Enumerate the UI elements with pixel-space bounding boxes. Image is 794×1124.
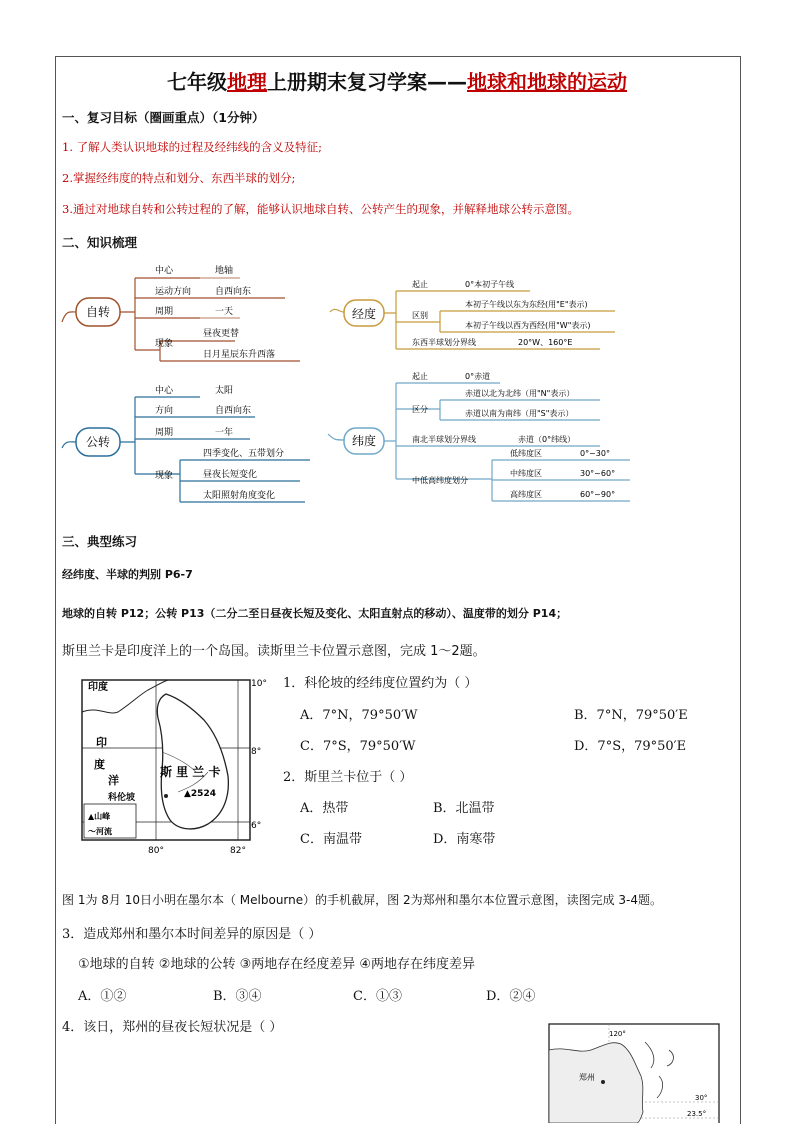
svg-text:现象: 现象 xyxy=(155,339,174,349)
svg-text:0°赤道: 0°赤道 xyxy=(465,372,491,381)
longitude-root: 经度 xyxy=(351,307,377,321)
svg-text:本初子午线以西为西经(用"W"表示): 本初子午线以西为西经(用"W"表示) xyxy=(465,321,591,330)
svg-text:30°~60°: 30°~60° xyxy=(580,469,616,478)
svg-text:80°: 80° xyxy=(148,846,164,856)
svg-text:区别: 区别 xyxy=(412,311,428,320)
q3-statements: ①地球的自转 ②地球的公转 ③两地存在经度差异 ④两地存在纬度差异 xyxy=(78,957,476,972)
svg-text:南北半球划分界线: 南北半球划分界线 xyxy=(412,435,476,444)
q2-stem: 2．斯里兰卡位于（ ） xyxy=(283,770,413,785)
intro-zhengzhou-melbourne: 图 1为 8月 10日小明在墨尔本（ Melbourne）的手机截屏，图 2为郑州和墨尔本位置示意图，读图完成 3-4题。 xyxy=(62,893,663,907)
q3-option-c[interactable]: C．①③ xyxy=(353,989,402,1004)
svg-text:印度: 印度 xyxy=(88,682,108,693)
q3-option-a[interactable]: A．①② xyxy=(78,989,127,1004)
objective-3: 3.通过对地球自转和公转过程的了解，能够认识地球自转、公转产生的现象，并解释地球公转示意图。 xyxy=(62,202,579,216)
svg-text:日月星辰东升西落: 日月星辰东升西落 xyxy=(203,350,276,360)
section3-subheading: 经纬度、半球的判别 P6-7 xyxy=(62,568,193,581)
svg-text:〜河流: 〜河流 xyxy=(88,827,112,836)
svg-text:周期: 周期 xyxy=(155,428,174,438)
q1-option-d[interactable]: D．7°S，79°50′E xyxy=(574,739,687,754)
svg-text:度: 度 xyxy=(94,758,105,771)
svg-text:中纬度区: 中纬度区 xyxy=(510,469,542,478)
svg-text:区分: 区分 xyxy=(412,405,428,414)
sri-lanka-map xyxy=(78,672,278,858)
svg-text:8°: 8° xyxy=(251,747,262,757)
svg-text:低纬度区: 低纬度区 xyxy=(510,449,542,458)
svg-text:洋: 洋 xyxy=(108,774,119,787)
svg-text:82°: 82° xyxy=(230,846,246,856)
latitude-root: 纬度 xyxy=(351,434,377,448)
svg-text:6°: 6° xyxy=(251,821,262,831)
svg-text:一年: 一年 xyxy=(215,428,234,438)
zhengzhou-map xyxy=(545,1020,725,1123)
q2-option-d[interactable]: D．南寒带 xyxy=(433,832,496,847)
svg-text:现象: 现象 xyxy=(155,471,174,481)
svg-text:斯 里 兰 卡: 斯 里 兰 卡 xyxy=(160,765,221,779)
q2-option-c[interactable]: C．南温带 xyxy=(300,832,362,847)
q4-stem: 4．该日，郑州的昼夜长短状况是（ ） xyxy=(62,1020,283,1035)
svg-text:四季变化、五带划分: 四季变化、五带划分 xyxy=(203,449,285,459)
svg-text:23.5°: 23.5° xyxy=(687,1110,707,1118)
svg-text:昼夜长短变化: 昼夜长短变化 xyxy=(203,470,258,480)
section3-heading: 三、典型练习 xyxy=(62,534,138,549)
section2-heading: 二、知识梳理 xyxy=(62,235,138,250)
q1-option-c[interactable]: C．7°S，79°50′W xyxy=(300,739,416,754)
svg-text:▲山峰: ▲山峰 xyxy=(88,812,111,821)
svg-text:本初子午线以东为东经(用"E"表示): 本初子午线以东为东经(用"E"表示) xyxy=(465,300,588,309)
objective-2: 2.掌握经纬度的特点和划分、东西半球的划分; xyxy=(62,171,296,185)
svg-text:自西向东: 自西向东 xyxy=(215,287,252,297)
svg-text:周期: 周期 xyxy=(155,307,174,317)
svg-text:30°: 30° xyxy=(695,1094,708,1102)
q3-option-b[interactable]: B．③④ xyxy=(213,989,262,1004)
q3-stem: 3．造成郑州和墨尔本时间差异的原因是（ ） xyxy=(62,927,322,942)
svg-text:印: 印 xyxy=(96,736,107,749)
q2-option-a[interactable]: A．热带 xyxy=(300,801,349,816)
svg-text:10°: 10° xyxy=(251,679,267,689)
svg-text:方向: 方向 xyxy=(155,406,174,416)
svg-text:中低高纬度划分: 中低高纬度划分 xyxy=(412,476,468,485)
svg-text:自西向东: 自西向东 xyxy=(215,406,252,416)
q2-option-b[interactable]: B．北温带 xyxy=(433,801,495,816)
svg-text:中心: 中心 xyxy=(155,386,174,396)
objective-1: 1. 了解人类认识地球的过程及经纬线的含义及特征; xyxy=(62,140,322,154)
svg-text:0°~30°: 0°~30° xyxy=(580,449,610,458)
revolution-root: 公转 xyxy=(85,435,111,449)
svg-text:昼夜更替: 昼夜更替 xyxy=(203,329,240,339)
q1-option-a[interactable]: A．7°N，79°50′W xyxy=(300,708,418,723)
q3-option-d[interactable]: D．②④ xyxy=(486,989,536,1004)
intro-sri-lanka: 斯里兰卡是印度洋上的一个岛国。读斯里兰卡位置示意图，完成 1～2题。 xyxy=(62,644,486,659)
svg-text:中心: 中心 xyxy=(155,266,174,276)
rotation-root: 自转 xyxy=(85,305,111,319)
section3-reference: 地球的自转 P12；公转 P13（二分二至日昼夜长短及变化、太阳直射点的移动）、温度带的划分 P14； xyxy=(62,607,568,620)
svg-text:科伦坡: 科伦坡 xyxy=(108,793,136,803)
svg-text:赤道以北为北纬（用"N"表示）: 赤道以北为北纬（用"N"表示） xyxy=(465,389,575,398)
svg-text:赤道以南为南纬（用"S"表示）: 赤道以南为南纬（用"S"表示） xyxy=(465,409,574,418)
page-title: 七年级地理上册期末复习学案——地球和地球的运动 xyxy=(167,70,627,94)
section1-heading: 一、复习目标（圈画重点）（1分钟） xyxy=(62,110,265,125)
svg-text:0°本初子午线: 0°本初子午线 xyxy=(465,280,515,289)
q1-option-b[interactable]: B．7°N，79°50′E xyxy=(574,708,688,723)
svg-text:东西半球划分界线: 东西半球划分界线 xyxy=(412,338,476,347)
svg-text:▲2524: ▲2524 xyxy=(184,789,216,799)
svg-text:一天: 一天 xyxy=(215,307,234,317)
mind-map xyxy=(0,0,794,520)
svg-text:赤道（0°纬线）: 赤道（0°纬线） xyxy=(518,435,576,444)
svg-text:120°: 120° xyxy=(609,1030,626,1038)
svg-text:运动方向: 运动方向 xyxy=(155,287,192,297)
svg-text:高纬度区: 高纬度区 xyxy=(510,490,542,499)
svg-text:地轴: 地轴 xyxy=(215,266,234,276)
svg-text:60°~90°: 60°~90° xyxy=(580,490,616,499)
svg-text:郑州: 郑州 xyxy=(579,1073,595,1082)
svg-text:太阳: 太阳 xyxy=(215,386,234,396)
svg-text:太阳照射角度变化: 太阳照射角度变化 xyxy=(203,491,276,501)
svg-text:起止: 起止 xyxy=(412,280,428,289)
svg-text:起止: 起止 xyxy=(412,372,428,381)
q1-stem: 1．科伦坡的经纬度位置约为（ ） xyxy=(283,676,478,691)
svg-text:20°W、160°E: 20°W、160°E xyxy=(518,338,573,347)
